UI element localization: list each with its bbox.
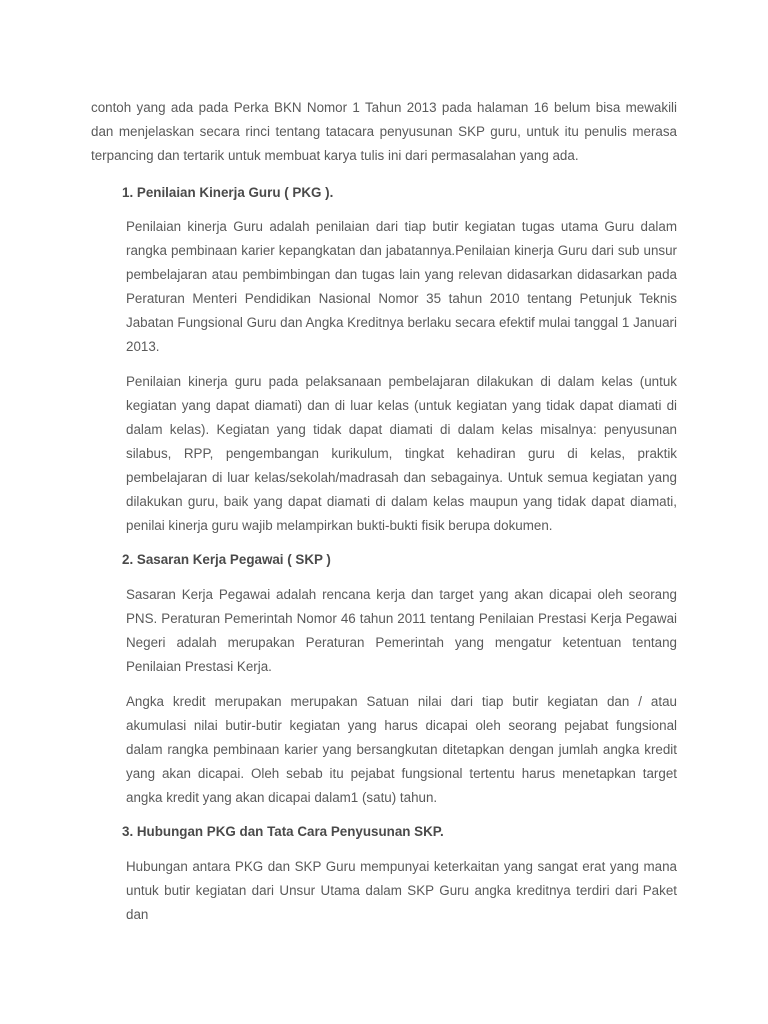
section-1-paragraph-1: Penilaian kinerja Guru adalah penilaian dari tiap butir kegiatan tugas utama Guru dalam rangka pembinaan karier kepangkatan dan jabatannya.Penilaian kinerja Guru dari sub unsur pembelajaran atau pembimbingan dan tugas lain yang relevan didasarkan didasarkan pada Peraturan Menteri Pendidikan Nasional Nomor 35 tahun 2010 tentang Petunjuk Teknis Jabatan Fungsional Guru dan Angka Kreditnya berlaku secara efektif mulai tanggal 1 Januari 2013. (126, 219, 677, 354)
section-2-heading: 2. Sasaran Kerja Pegawai ( SKP ) (122, 552, 331, 567)
section-2-paragraph-2: Angka kredit merupakan merupakan Satuan nilai dari tiap butir kegiatan dan / atau akumulasi nilai butir-butir kegiatan yang harus dicapai oleh seorang pejabat fungsional dalam rangka pembinaan karier yang bersangkutan ditetapkan dengan jumlah angka kredit yang akan dicapai. Oleh sebab itu pejabat fungsional tertentu harus menetapkan target angka kredit yang akan dicapai dalam1 (satu) tahun. (126, 694, 677, 805)
section-1-heading: 1. Penilaian Kinerja Guru ( PKG ). (122, 185, 334, 200)
section-3-paragraph-1: Hubungan antara PKG dan SKP Guru mempunyai keterkaitan yang sangat erat yang mana untuk butir kegiatan dari Unsur Utama dalam SKP Guru angka kreditnya terdiri dari Paket dan (126, 859, 677, 922)
section-1-paragraph-2: Penilaian kinerja guru pada pelaksanaan pembelajaran dilakukan di dalam kelas (untuk kegiatan yang dapat diamati) dan di luar kelas (untuk kegiatan yang tidak dapat diamati di dalam kelas). Kegiatan yang tidak dapat diamati di dalam kelas misalnya: penyusunan silabus, RPP, pengembangan kurikulum, tingkat kehadiran guru di kelas, praktik pembelajaran di luar kelas/sekolah/madrasah dan sebagainya. Untuk semua kegiatan yang dilakukan guru, baik yang dapat diamati di dalam kelas maupun yang tidak dapat diamati, penilai kinerja guru wajib melampirkan bukti-bukti fisik berupa dokumen. (126, 374, 677, 533)
section-3-heading: 3. Hubungan PKG dan Tata Cara Penyusunan SKP. (122, 824, 444, 839)
section-2-paragraph-1: Sasaran Kerja Pegawai adalah rencana kerja dan target yang akan dicapai oleh seorang PNS. Peraturan Pemerintah Nomor 46 tahun 2011 tentang Penilaian Prestasi Kerja Pegawai Negeri adalah merupakan Peraturan Pemerintah yang mengatur ketentuan tentang Penilaian Prestasi Kerja. (126, 587, 677, 674)
intro-paragraph: contoh yang ada pada Perka BKN Nomor 1 Tahun 2013 pada halaman 16 belum bisa mewakili dan menjelaskan secara rinci tentang tatacara penyusunan SKP guru, untuk itu penulis merasa terpancing dan tertarik untuk membuat karya tulis ini dari permasalahan yang ada. (91, 100, 677, 163)
